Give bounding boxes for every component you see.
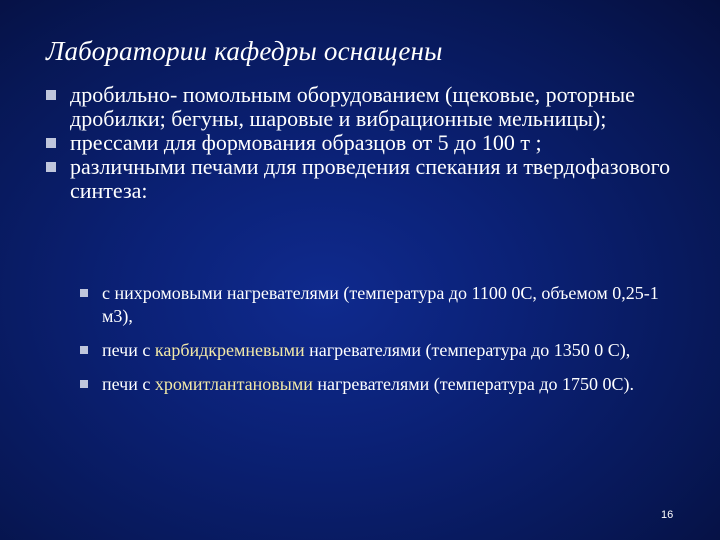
- slide-title: Лаборатории кафедры оснащены: [46, 36, 443, 66]
- square-bullet-icon: [80, 380, 88, 388]
- sub-bullet-item: [80, 339, 680, 362]
- square-bullet-icon: [46, 90, 56, 100]
- sub-bullet-text-post: нагревателями (температура до 1350 0 С),: [304, 340, 631, 360]
- sub-bullet-text-pre: печи с: [102, 374, 155, 394]
- bullet-text: различными печами для проведения спекания и твердофазового синтеза:: [70, 154, 671, 203]
- square-bullet-icon: [46, 162, 56, 172]
- page-number: 16: [661, 509, 674, 521]
- bullet-item: [46, 155, 686, 203]
- sub-bullet-list: [80, 282, 680, 407]
- sub-bullet-text: с нихромовыми нагревателями (температура до 1100 0С, объемом 0,25-1 м3),: [102, 283, 659, 326]
- bullet-item: [46, 131, 686, 155]
- sub-bullet-item: [80, 373, 680, 396]
- square-bullet-icon: [80, 289, 88, 297]
- highlighted-term: карбидкремневыми: [154, 340, 305, 360]
- square-bullet-icon: [80, 346, 88, 354]
- highlighted-term: хромитлантановыми: [154, 374, 313, 394]
- bullet-item: [46, 83, 686, 131]
- bullet-list: [46, 83, 686, 203]
- sub-bullet-item: [80, 282, 680, 328]
- sub-bullet-text-post: нагревателями (температура до 1750 0С).: [312, 374, 634, 394]
- bullet-text: дробильно- помольным оборудованием (щековые, роторные дробилки; бегуны, шаровые и вибрационные мельницы);: [70, 82, 635, 131]
- bullet-text: прессами для формования образцов от 5 до 100 т ;: [70, 130, 542, 155]
- sub-bullet-text-pre: печи с: [102, 340, 155, 360]
- square-bullet-icon: [46, 138, 56, 148]
